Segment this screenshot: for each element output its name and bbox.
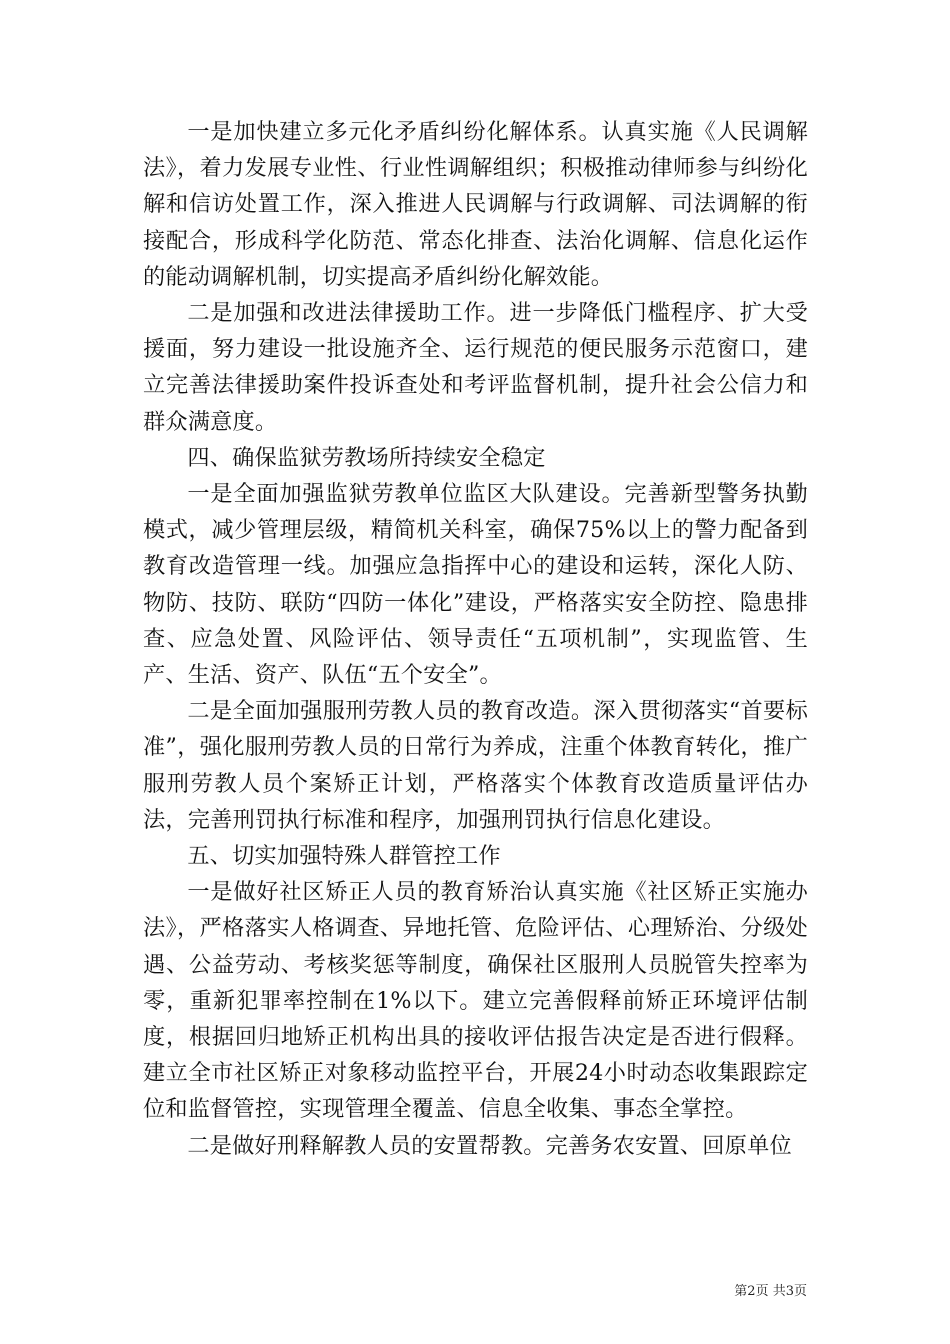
page-number-footer [734, 1284, 807, 1300]
paragraph-mediation: 一是加快建立多元化矛盾纠纷化解体系。认真实施《人民调解法》，着力发展专业性、行业性调解组织；积极推动律师参与纠纷化解和信访处置工作，深入推进人民调解与行政调解、司法调解的衔接配合，形成科学化防范、常态化排查、法治化调解、信息化运作的能动调解机制，切实提高矛盾纠纷化解效能。 [143, 119, 808, 290]
document-body [143, 114, 808, 1164]
paragraph-prison-units: 一是全面加强监狱劳教单位监区大队建设。完善新型警务执勤模式，减少管理层级，精简机关科室，确保75%以上的警力配备到教育改造管理一线。加强应急指挥中心的建设和运转，深化人防、物防、技防、联防“四防一体化”建设，严格落实安全防控、隐患排查、应急处置、风险评估、领导责任“五项机制”，实现监管、生产、生活、资产、队伍“五个安全”。 [143, 481, 808, 689]
footer-current-page: 2 [747, 1284, 756, 1299]
footer-prefix: 第 [734, 1284, 748, 1299]
paragraph-resettlement: 二是做好刑释解教人员的安置帮教。完善务农安置、回原单位 [187, 1132, 792, 1159]
paragraph-legal-aid: 二是加强和改进法律援助工作。进一步降低门槛程序、扩大受援面，努力建设一批设施齐全、运行规范的便民服务示范窗口，建立完善法律援助案件投诉查处和考评监督机制，提升社会公信力和群众满意度。 [143, 300, 808, 435]
section-heading-special-groups: 五、切实加强特殊人群管控工作 [187, 843, 501, 870]
footer-suffix: 页 [793, 1284, 807, 1299]
paragraph-community-correction: 一是做好社区矫正人员的教育矫治认真实施《社区矫正实施办法》，严格落实人格调查、异地托管、危险评估、心理矫治、分级处遇、公益劳动、考核奖惩等制度，确保社区服刑人员脱管失控率为零，重新犯罪率控制在1%以下。建立完善假释前矫正环境评估制度，根据回归地矫正机构出具的接收评估报告决定是否进行假释。建立全市社区矫正对象移动监控平台，开展24小时动态收集跟踪定位和监督管控，实现管理全覆盖、信息全收集、事态全掌控。 [143, 879, 808, 1123]
footer-total-pages: 3 [785, 1284, 794, 1299]
footer-middle: 页 共 [755, 1284, 786, 1299]
section-heading-prisons: 四、确保监狱劳教场所持续安全稳定 [187, 444, 546, 471]
paragraph-reform-education: 二是全面加强服刑劳教人员的教育改造。深入贯彻落实“首要标准”，强化服刑劳教人员的日常行为养成，注重个体教育转化，推广服刑劳教人员个案矫正计划，严格落实个体教育改造质量评估办法，完善刑罚执行标准和程序，加强刑罚执行信息化建设。 [143, 698, 808, 833]
